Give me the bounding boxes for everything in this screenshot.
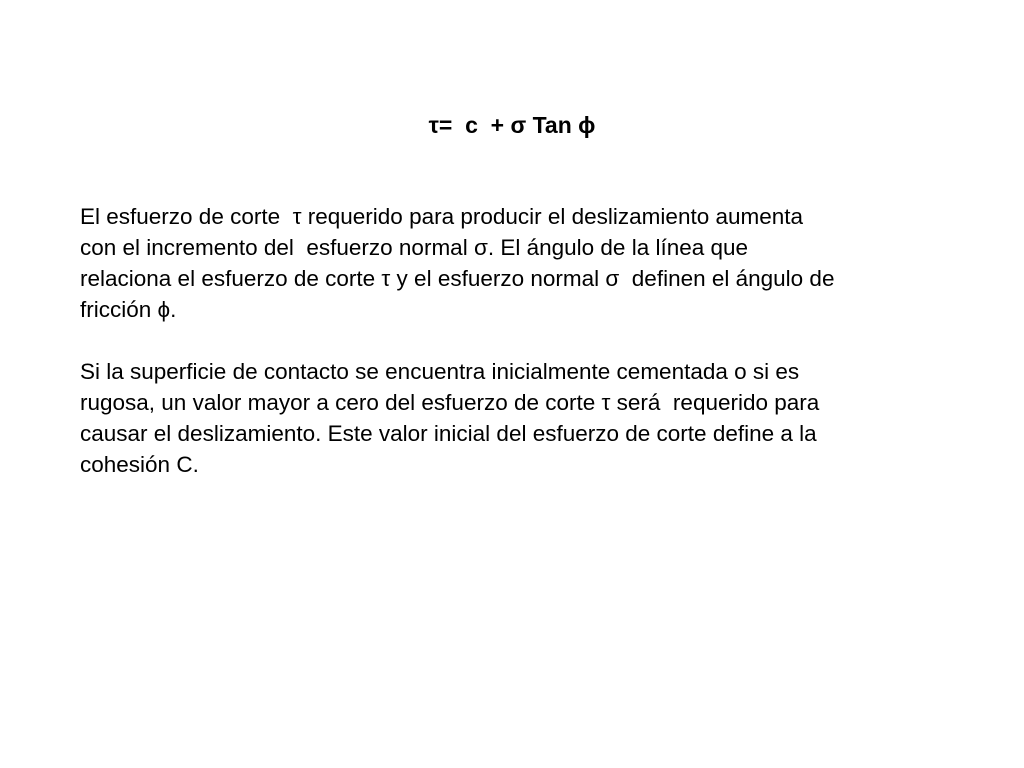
shear-strength-formula: τ= c + σ Tan ϕ	[428, 112, 596, 138]
paragraph-friction-angle	[80, 201, 960, 325]
paragraph-cohesion	[80, 356, 960, 480]
paragraph-line: causar el deslizamiento. Este valor inicial del esfuerzo de corte define a la	[80, 421, 817, 446]
paragraph-line: con el incremento del esfuerzo normal σ. El ángulo de la línea que	[80, 235, 749, 260]
paragraph-line: Si la superficie de contacto se encuentra inicialmente cementada o si es	[80, 359, 800, 384]
paragraph-line: fricción ϕ.	[80, 297, 177, 322]
paragraph-line: rugosa, un valor mayor a cero del esfuerzo de corte τ será requerido para	[80, 390, 820, 415]
paragraph-line: relaciona el esfuerzo de corte τ y el esfuerzo normal σ definen el ángulo de	[80, 266, 835, 291]
paragraph-line: cohesión C.	[80, 452, 199, 477]
body-text	[80, 201, 960, 480]
paragraph-spacer	[80, 325, 960, 356]
paragraph-line: El esfuerzo de corte τ requerido para producir el deslizamiento aumenta	[80, 204, 804, 229]
